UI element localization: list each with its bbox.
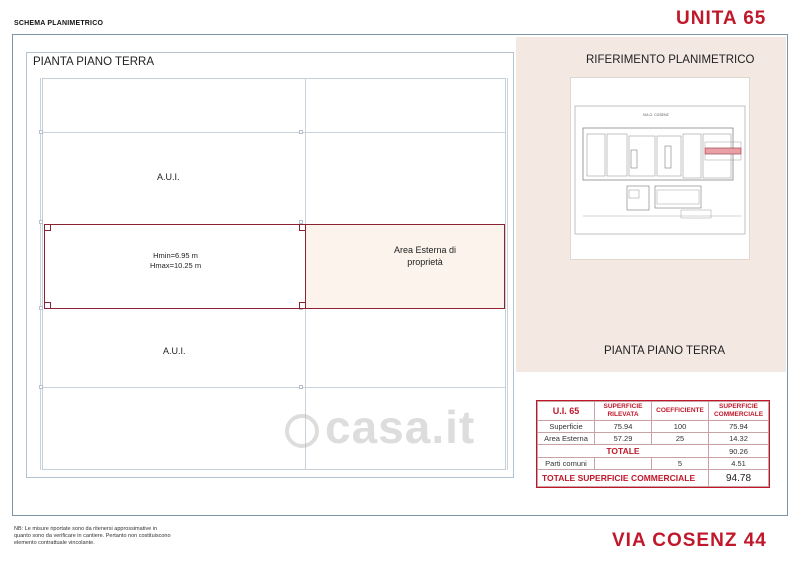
row-label: Superficie bbox=[538, 421, 595, 433]
aui-label-top: A.U.I. bbox=[157, 172, 180, 182]
header-commercial: SUPERFICIE COMMERCIALE bbox=[709, 402, 769, 421]
corner-post bbox=[299, 225, 305, 231]
grand-total-label: TOTALE SUPERFICIE COMMERCIALE bbox=[538, 470, 709, 487]
unit-title: UNITA 65 bbox=[676, 8, 767, 29]
grand-total-value: 94.78 bbox=[709, 470, 769, 487]
row-coefficient: 100 bbox=[652, 421, 709, 433]
table-row bbox=[538, 433, 769, 445]
table-row bbox=[538, 421, 769, 433]
corner-post bbox=[299, 302, 305, 308]
total-row bbox=[538, 445, 769, 458]
common-coefficient: 5 bbox=[652, 458, 709, 470]
site-plan-drawing bbox=[571, 78, 749, 259]
corner-post bbox=[45, 302, 51, 308]
corner-post bbox=[45, 225, 51, 231]
reference-title: RIFERIMENTO PLANIMETRICO bbox=[586, 54, 755, 66]
total-label: TOTALE bbox=[538, 445, 709, 458]
reference-subtitle: PIANTA PIANO TERRA bbox=[604, 345, 725, 357]
schema-title: SCHEMA PLANIMETRICO bbox=[14, 20, 104, 27]
common-label: Parti comuni bbox=[538, 458, 595, 470]
plan-horizontal-line bbox=[42, 387, 506, 388]
highlighted-unit bbox=[705, 148, 741, 154]
common-parts-row bbox=[538, 458, 769, 470]
row-commercial: 75.94 bbox=[709, 421, 769, 433]
header-surface: SUPERFICIE RILEVATA bbox=[595, 402, 652, 421]
table-header-row bbox=[538, 402, 769, 421]
column-post bbox=[299, 385, 303, 389]
header-unit: U.I. 65 bbox=[538, 402, 595, 421]
common-commercial: 4.51 bbox=[709, 458, 769, 470]
common-surface bbox=[595, 458, 652, 470]
surface-table bbox=[536, 400, 770, 488]
height-labels bbox=[150, 251, 201, 271]
plan-vertical-line bbox=[40, 78, 41, 470]
external-area-label-line2: proprietà bbox=[407, 257, 443, 267]
hmin-label: Hmin=6.95 m bbox=[153, 251, 198, 260]
row-coefficient: 25 bbox=[652, 433, 709, 445]
disclaimer-note: NB: Le misure riportate sono da ritenersi approssimative in quanto sono da verificare in cantiere. Pertanto non costituiscono elemento contrattuale vincolante. bbox=[14, 526, 171, 546]
watermark-logo-icon bbox=[285, 414, 319, 448]
column-post bbox=[39, 220, 43, 224]
street-label: VIA G. COSENZ bbox=[643, 113, 669, 117]
column-post bbox=[39, 385, 43, 389]
address-title: VIA COSENZ 44 bbox=[612, 530, 767, 551]
external-area-label bbox=[360, 244, 490, 268]
row-surface: 75.94 bbox=[595, 421, 652, 433]
column-post bbox=[299, 130, 303, 134]
watermark bbox=[285, 400, 475, 454]
plan-horizontal-line bbox=[42, 132, 506, 133]
row-label: Area Esterna bbox=[538, 433, 595, 445]
column-post bbox=[39, 130, 43, 134]
header-coefficient: COEFFICIENTE bbox=[652, 402, 709, 421]
grand-total-row bbox=[538, 470, 769, 487]
external-area-label-line1: Area Esterna di bbox=[393, 245, 457, 255]
hmax-label: Hmax=10.25 m bbox=[150, 261, 202, 270]
aui-label-bottom: A.U.I. bbox=[163, 346, 186, 356]
column-post bbox=[39, 306, 43, 310]
watermark-text: casa.it bbox=[325, 401, 476, 453]
plan-title: PIANTA PIANO TERRA bbox=[33, 56, 154, 68]
row-surface: 57.29 bbox=[595, 433, 652, 445]
reference-map bbox=[570, 77, 750, 260]
row-commercial: 14.32 bbox=[709, 433, 769, 445]
total-value: 90.26 bbox=[709, 445, 769, 458]
plan-vertical-line bbox=[507, 78, 508, 470]
